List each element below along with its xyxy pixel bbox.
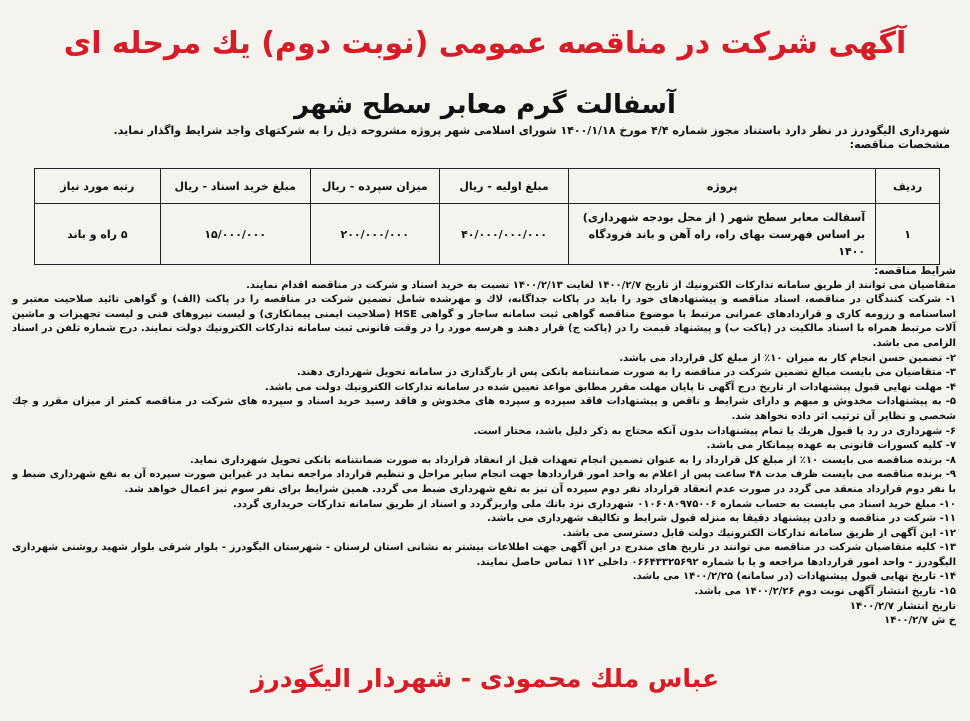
cell-document-price: ۱۵/۰۰۰/۰۰۰: [160, 204, 310, 265]
condition-item: ۱۳- کلیه متقاضیان شرکت در مناقصه می توانند در تاریخ های مندرج در این آگهی جهت اطلاعات بیشتر به نشانی استان لرستان - شهرستان الیگودرز - بلوار شرقی بلوار شهید روشنی شهرداری الیگودرز - واحد امور قراردادها مراجعه و یا با شماره ۰۶۶۴۳۳۲۵۶۹۲ داخلی ۱۱۲ تماس حاصل نمایند.: [12, 542, 956, 568]
tender-specs-table: [34, 168, 940, 265]
publish-date: تاریخ انتشار ۱۴۰۰/۲/۷: [849, 600, 956, 612]
condition-item: ۶- شهرداری در رد یا قبول هریك یا تمام پیشنهادات بدون آنکه محتاج به ذکر دلیل باشد، مختار است.: [473, 425, 956, 437]
subtitle: آسفالت گرم معابر سطح شهر: [294, 90, 676, 120]
condition-item: متقاضیان می توانند از طریق سامانه تدارکات الکترونیك از تاریخ ۱۴۰۰/۲/۷ لغایت ۱۴۰۰/۲/۱۳ نسبت به خرید اسناد و شرکت در مناقصه اقدام نمایند.: [246, 279, 956, 291]
header-row-number: ردیف: [876, 169, 940, 204]
condition-item: ۱۱- شرکت در مناقصه و دادن پیشنهاد دقیقا به منزله قبول شرایط و تکالیف شهرداری می باشد.: [487, 513, 956, 525]
header-deposit: میزان سپرده - ریال: [310, 169, 439, 204]
condition-item: ۱۵- تاریخ انتشار آگهی نوبت دوم ۱۴۰۰/۲/۲۶ می باشد.: [694, 586, 956, 598]
condition-item: ۱۴- تاریخ نهایی قبول پیشنهادات (در سامانه) ۱۴۰۰/۲/۲۵ می باشد.: [632, 571, 956, 583]
table-header-row: [35, 169, 940, 204]
signature: عباس ملك محمودی - شهردار الیگودرز: [250, 664, 720, 693]
conditions-section: [12, 264, 956, 629]
condition-item: ۴- مهلت نهایی قبول پیشنهادات از تاریخ درج آگهی تا پایان مهلت مقرر مطابق مواعد تعیین شده در سامانه تدارکات الکترونیك دولت می باشد.: [265, 381, 956, 393]
intro-specs-label: مشخصات مناقصه:: [849, 138, 950, 151]
condition-item: ۷- کلیه کسورات قانونی به عهده پیمانکار می باشد.: [706, 440, 956, 452]
condition-item: ۱۰- مبلغ خرید اسناد می بایست به حساب شماره ۰۱۰۶۰۸۰۹۷۵۰۰۶ شهرداری نزد بانك ملی واریزگردد و اسناد از طریق سامانه تدارکات خریداری گردد.: [232, 498, 956, 510]
condition-item: ۱۲- این آگهی از طریق سامانه تدارکات الکترونیك دولت قابل دسترسی می باشد.: [562, 527, 956, 539]
condition-item: ۱- شرکت کنندگان در مناقصه، اسناد مناقصه و پیشنهادهای خود را باید در پاکات جداگانه، لاك و مهرشده شامل تضمین شرکت در مناقصه را در پاکت (الف) و گواهی تائید صلاحیت معتبر و اساسنامه و رزومه کاری و قراردادهای عمرانی مرتبط با موضوع مناقصه گواهی ثبت سامانه ساجار و گواهی HSE (صلاحیت ایمنی پیمانکاری) و لیست نیروهای فنی و لیست تجهیزات و ماشین آلات مرتبط همراه با اسناد مالکیت در (پاکت ب) و پیشنهاد قیمت را در (پاکت ج) قرار دهند و هرسه مورد را در وقت قانونی ثبت سامانه تدارکات الکترونیك دولت نمایند. درج شماره تلفن در اسناد الزامی می باشد.: [12, 294, 956, 349]
table-row: [35, 204, 940, 265]
cell-initial-amount: ۴۰/۰۰۰/۰۰۰/۰۰۰: [439, 204, 569, 265]
headline: آگهی شرکت در مناقصه عمومی (نوبت دوم) یك مرحله ای: [63, 26, 907, 61]
header-initial-amount: مبلغ اولیه - ریال: [439, 169, 569, 204]
cell-required-rank: ۵ راه و باند: [35, 204, 161, 265]
publish-code: خ ش ۱۴۰۰/۲/۷: [884, 615, 956, 627]
intro-paragraph: شهرداری الیگودرز در نظر دارد باستناد مجوز شماره ۴/۴ مورخ ۱۴۰۰/۱/۱۸ شورای اسلامی شهر پروژه مشروحه ذیل را به شرکتهای واجد شرایط واگذار نماید.: [113, 124, 950, 137]
condition-item: ۵- به پیشنهادات مخدوش و مبهم و دارای شرایط و ناقص و پیشنهادات فاقد سپرده و سپرده های مخدوش و فاقد رسید خرید اسناد و سپرده های شرکت در مناقصه کمتر از میزان مقرر و چك شخصی و نظایر آن ترتیب اثر داده نخواهد شد.: [12, 396, 956, 422]
condition-item: ۹- برنده مناقصه می بایست ظرف مدت ۴۸ ساعت پس از اعلام به واحد امور قراردادها جهت انجام سایر مراحل و تنظیم قرارداد مراجعه نماید در غیراین صورت سپرده آن به نفع شهرداری ضبط و با نفر دوم قرارداد منعقد می گردد در صورت عدم انعقاد قرارداد نفر دوم سپرده آن نیز به نفع شهرداری ضبط می گردد. همین شرایط برای نفر سوم نیز اعمال خواهد شد.: [12, 469, 956, 495]
condition-item: ۸- برنده مناقصه می بایست ۱۰٪ از مبلغ کل قرارداد را به عنوان تضمین انجام تعهدات قبل از انعقاد قرارداد به صورت ضمانتنامه بانکی تحویل شهرداری نماید.: [189, 454, 956, 466]
cell-row-number: ۱: [876, 204, 940, 265]
conditions-title: شرایط مناقصه:: [874, 265, 956, 277]
cell-project: آسفالت معابر سطح شهر ( از محل بودجه شهرداری) بر اساس فهرست بهای راه، راه آهن و باند فرودگاه ۱۴۰۰: [569, 204, 876, 265]
cell-deposit: ۲۰۰/۰۰۰/۰۰۰: [310, 204, 439, 265]
header-project: پروژه: [569, 169, 876, 204]
condition-item: ۲- تضمین حسن انجام کار به میزان ۱۰٪ از مبلغ کل قرارداد می باشد.: [619, 352, 956, 364]
header-document-price: مبلغ خرید اسناد - ریال: [160, 169, 310, 204]
condition-item: ۳- متقاضیان می بایست مبالغ تضمین شرکت در مناقصه را به صورت ضمانتنامه بانکی پس از بارگذاری در سامانه تحویل شهرداری دهند.: [296, 367, 956, 379]
intro-text: [20, 124, 950, 152]
header-required-rank: رتبه مورد نیاز: [35, 169, 161, 204]
